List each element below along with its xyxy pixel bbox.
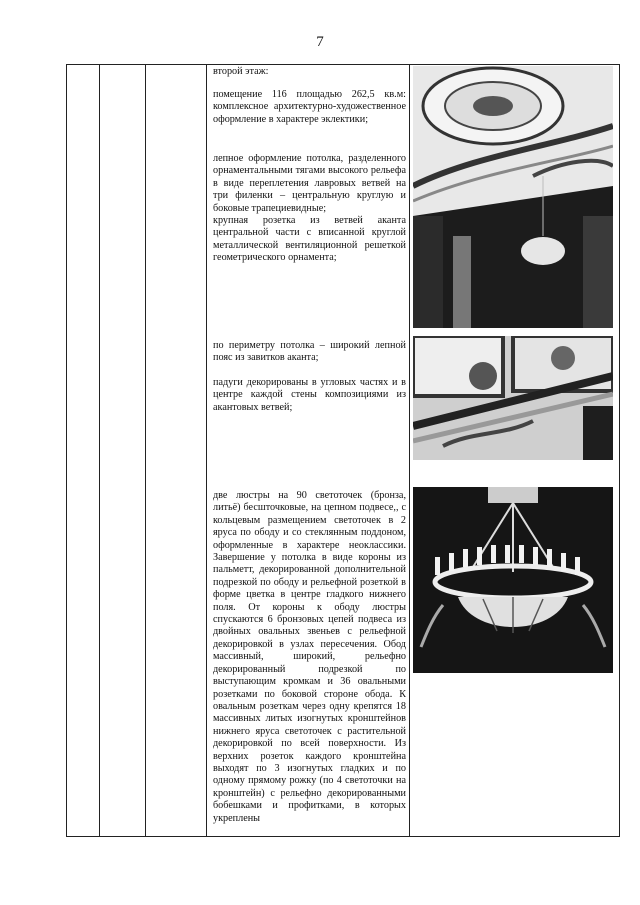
table-column-divider bbox=[99, 65, 100, 836]
description-cell bbox=[213, 490, 406, 825]
description-cell bbox=[213, 153, 406, 265]
rosette-text: крупная розетка из ветвей аканта центральной части с вписанной круглой металлической вентиляционной решеткой геометрического орнамента; bbox=[213, 215, 406, 264]
chandeliers-text: две люстры на 90 светоточек (бронза, литьё) бесшточковые, на цепном подвесе,, с кольцевым размещением светоточек в 2 яруса по ободу и со стеклянным поддоном, оформленные в характере неоклассики. Завершение у потолка в виде короны из пальметт, декорированной дополнительной подрезкой по ободу и рельефной розеткой в форме цветка в центре гладкого нижнего поля. От короны к ободу люстры спускаются 6 бронзовых цепей подвеса из двойных овальных звеньев с рельефной декорировкой в узлах пересечения. Обод массивный, широкий, рельефно декорированный подрезкой по выступающим кромкам и 36 овальными розетками по боковой стороне обода. К овальным розеткам через одну крепятся 18 массивных литых изогнутых кронштейнов нижнего яруса светоточек с растительной декорировкой по всей поверхности. Из верхних розеток каждого кронштейна выходят по 3 изогнутых гладких и по одному прямому рожку (по 4 светоточки на кронштейн) с рельефно декорированными бобешками и профитками, в которых укреплены bbox=[213, 490, 406, 824]
room-text: помещение 116 площадью 262,5 кв.м: комплексное архитектурно-художественное оформление в характере эклектики; bbox=[213, 89, 406, 125]
table-column-divider bbox=[206, 65, 207, 836]
description-cell bbox=[213, 66, 406, 78]
chandelier-photo bbox=[413, 487, 613, 673]
description-cell bbox=[213, 340, 406, 365]
table-column-divider bbox=[145, 65, 146, 836]
ceiling-text: лепное оформление потолка, разделенного орнаментальными тягами высокого рельефа в виде переплетения лавровых ветвей на три филенки – центральную круглую и боковые трапециевидные; bbox=[213, 153, 406, 214]
perimeter-text: по периметру потолка – широкий лепной пояс из завитков аканта; bbox=[213, 340, 406, 364]
ceiling-corner-photo bbox=[413, 336, 613, 460]
table-column-divider bbox=[409, 65, 410, 836]
floor-text: второй этаж: bbox=[213, 66, 269, 77]
padugi-text: падуги декорированы в угловых частях и в центре каждой стены композициями из акантовых ветвей; bbox=[213, 377, 406, 413]
description-cell bbox=[213, 377, 406, 414]
ceiling-photo bbox=[413, 66, 613, 328]
page-number: 7 bbox=[316, 34, 324, 50]
description-cell bbox=[213, 89, 406, 126]
